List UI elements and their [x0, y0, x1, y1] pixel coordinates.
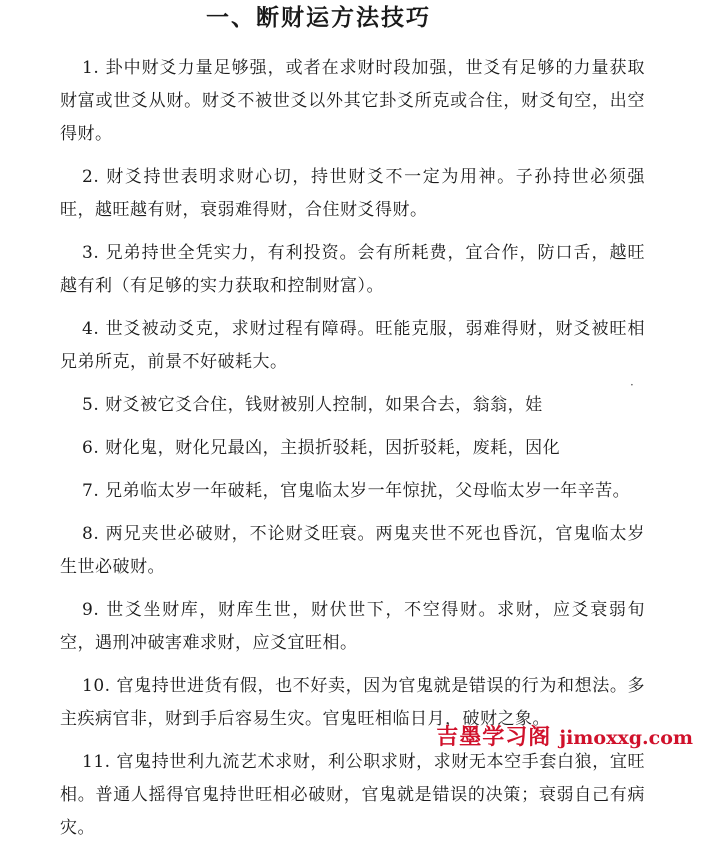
site-watermark — [436, 720, 693, 751]
section-title: 一、断财运方法技巧 — [206, 5, 431, 31]
paragraph-4: 4. 世爻被动爻克，求财过程有障碍。旺能克服，弱难得财，财爻被旺相兄弟所克，前景不好破耗大。 — [60, 319, 645, 372]
watermark-site-domain: jimoxxg.com — [559, 727, 693, 749]
paragraph-8: 8. 两兄夹世必破财，不论财爻旺衰。两鬼夹世不死也昏沉，官鬼临太岁生世必破财。 — [60, 524, 645, 577]
paragraph-9: 9. 世爻坐财库，财库生世，财伏世下，不空得财。求财，应爻衰弱旬空，遇刑冲破害难求财，应爻宜旺相。 — [60, 600, 645, 653]
paragraph-5: 5. 财爻被它爻合住，钱财被别人控制，如果合去，翁翁，娃 — [82, 395, 543, 415]
paragraph-2: 2. 财爻持世表明求财心切，持世财爻不一定为用神。子孙持世必须强旺，越旺越有财，衰弱难得财，合住财爻得财。 — [60, 167, 645, 220]
paragraph-1: 1. 卦中财爻力量足够强，或者在求财时段加强，世爻有足够的力量获取财富或世爻从财。财爻不被世爻以外其它卦爻所克或合住，财爻旬空，出空得财。 — [60, 58, 645, 144]
paragraph-7: 7. 兄弟临太岁一年破耗，官鬼临太岁一年惊扰，父母临太岁一年辛苦。 — [82, 481, 631, 501]
watermark-site-name: 吉墨学习阁 — [436, 725, 552, 750]
paragraph-6: 6. 财化鬼，财化兄最凶，主损折驳耗，因折驳耗，废耗，因化 — [82, 438, 561, 458]
scan-artifact-dot: · — [630, 378, 634, 392]
paragraph-11: 11. 官鬼持世利九流艺术求财，利公职求财，求财无本空手套白狼，宜旺相。普通人摇得官鬼持世旺相必破财，官鬼就是错误的决策；衰弱自己有病灾。 — [60, 752, 645, 838]
paragraph-3: 3. 兄弟持世全凭实力，有利投资。会有所耗费，宜合作，防口舌，越旺越有利（有足够的实力获取和控制财富）。 — [60, 243, 645, 296]
paragraph-10: 10. 官鬼持世进货有假，也不好卖，因为官鬼就是错误的行为和想法。多主疾病官非，财到手后容易生灾。官鬼旺相临日月，破财之象。 — [60, 676, 645, 729]
